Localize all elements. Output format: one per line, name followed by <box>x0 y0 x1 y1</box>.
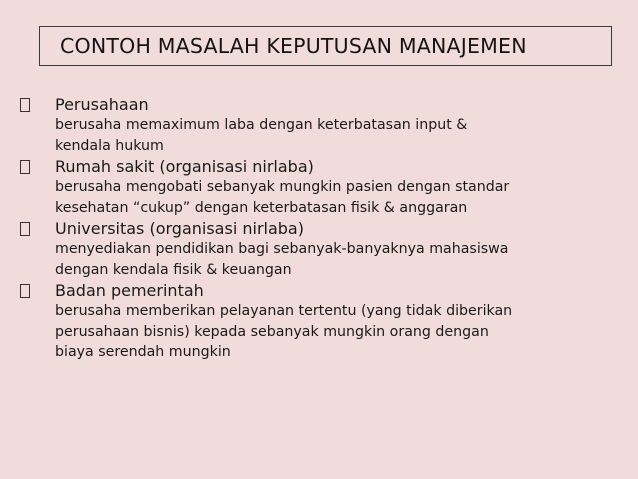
list-item <box>20 218 620 280</box>
slide-title: CONTOH MASALAH KEPUTUSAN MANAJEMEN <box>60 34 527 58</box>
item-description-line: berusaha memaximum laba dengan keterbatasan input & <box>55 117 468 133</box>
item-heading: Perusahaan <box>55 95 149 114</box>
square-bullet-icon <box>20 222 30 236</box>
list-item <box>20 156 620 218</box>
item-description-line: kendala hukum <box>55 137 164 154</box>
list-item <box>20 280 620 363</box>
item-heading: Rumah sakit (organisasi nirlaba) <box>55 157 314 176</box>
title-box <box>39 26 612 66</box>
item-heading: Badan pemerintah <box>55 281 204 300</box>
list-item <box>20 94 620 156</box>
item-heading: Universitas (organisasi nirlaba) <box>55 219 304 238</box>
square-bullet-icon <box>20 284 30 298</box>
item-description-line: perusahaan bisnis) kepada sebanyak mungkin orang dengan <box>55 323 489 340</box>
square-bullet-icon <box>20 160 30 174</box>
square-bullet-icon <box>20 98 30 112</box>
item-description-line: kesehatan “cukup” dengan keterbatasan fisik & anggaran <box>55 199 468 216</box>
item-description-line: berusaha memberikan pelayanan tertentu (yang tidak diberikan <box>55 303 513 319</box>
item-description-line: berusaha mengobati sebanyak mungkin pasien dengan standar <box>55 179 510 195</box>
item-description-line: dengan kendala fisik & keuangan <box>55 261 292 278</box>
item-description-line: menyediakan pendidikan bagi sebanyak-banyaknya mahasiswa <box>55 241 509 257</box>
item-description-line: biaya serendah mungkin <box>55 344 231 360</box>
bullet-list <box>20 94 620 363</box>
